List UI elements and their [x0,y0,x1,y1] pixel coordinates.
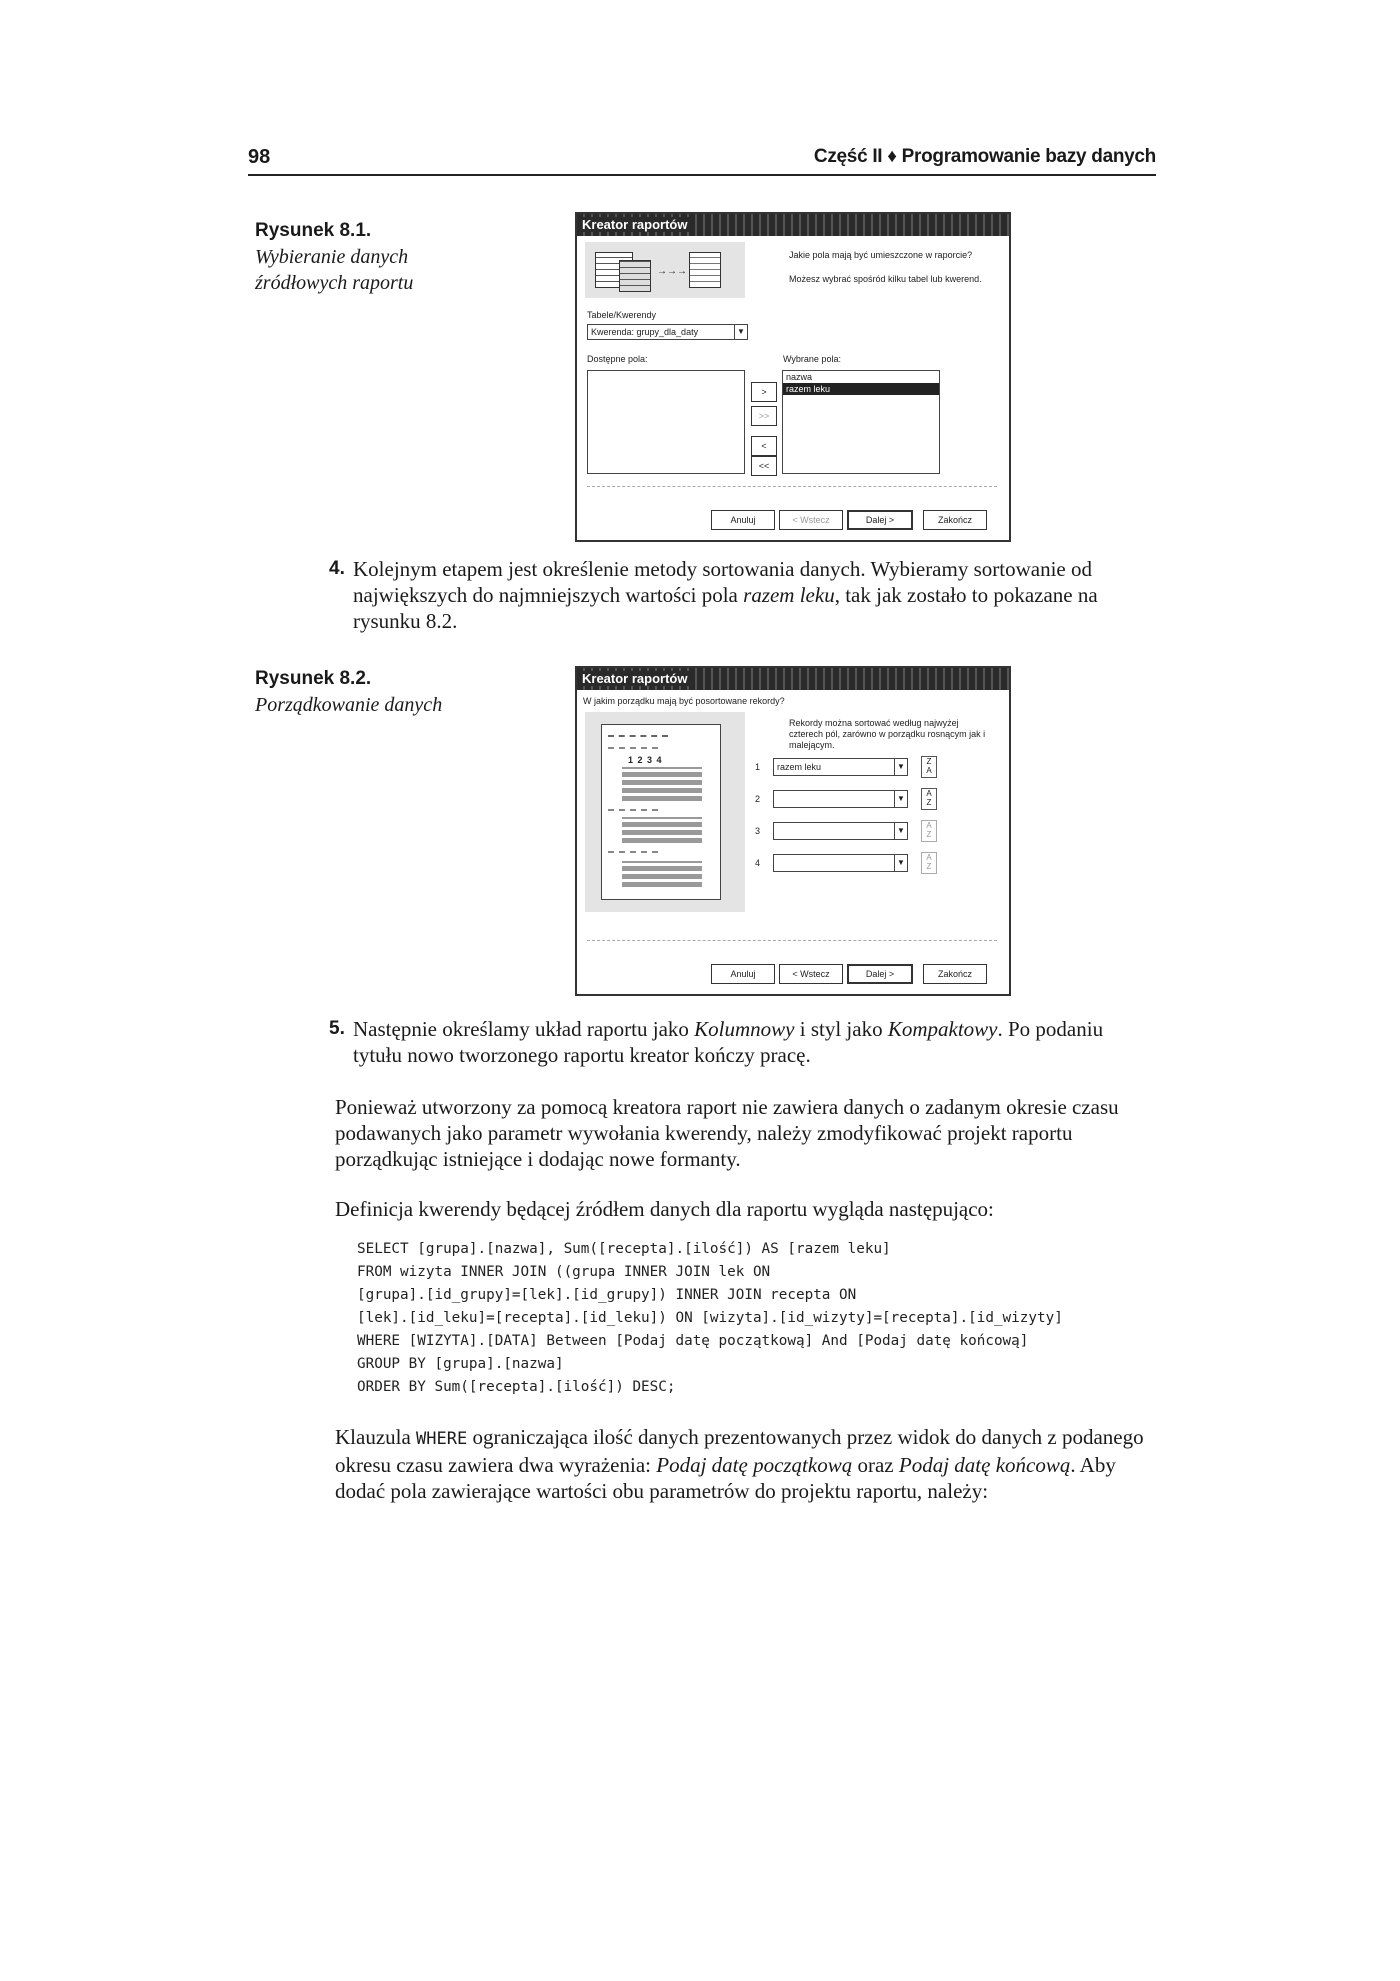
code-line: WHERE [WIZYTA].[DATA] Between [Podaj datę początkową] And [Podaj datę końcową] [357,1333,1029,1349]
sort-ascending-icon[interactable]: A Z [921,788,937,810]
window-title-bar: Kreator raportów [577,668,1009,690]
figure-2-caption [255,666,455,718]
next-button[interactable]: Dalej > [847,964,913,984]
wizard-illustration [585,242,745,298]
figure-2-caption-text: Porządkowanie danych [255,694,443,716]
code-line: ORDER BY Sum([recepta].[ilość]) DESC; [357,1379,676,1395]
wizard-question: W jakim porządku mają być posortowane rekordy? [583,696,785,706]
back-button[interactable]: < Wstecz [779,964,843,984]
report-wizard-window-1 [575,212,1011,542]
sort-descending-icon[interactable]: Z A [921,756,937,778]
sql-code-block [357,1238,1063,1399]
selected-fields-list[interactable] [782,370,940,474]
move-all-left-button[interactable]: << [751,456,777,476]
divider [587,940,997,941]
code-line: SELECT [grupa].[nazwa], Sum([recepta].[ilość]) AS [razem leku] [357,1241,891,1257]
page-header [248,146,1156,176]
finish-button[interactable]: Zakończ [923,964,987,984]
sort-row-number: 2 [755,794,761,804]
finish-button[interactable]: Zakończ [923,510,987,530]
sort-field-1-select[interactable]: razem leku ▼ [773,758,908,776]
sort-ascending-icon[interactable]: A Z [921,820,937,842]
chevron-down-icon[interactable]: ▼ [734,325,747,339]
code-line: [lek].[id_leku]=[recepta].[id_leku]) ON [wizyta].[id_wizyty]=[recepta].[id_wizyty] [357,1310,1063,1326]
step-number: 5. [329,1018,345,1039]
cancel-button[interactable]: Anuluj [711,964,775,984]
sort-ascending-icon[interactable]: A Z [921,852,937,874]
part-title: Część II ♦ Programowanie bazy danych [813,146,1156,167]
arrow-icon: →→→ [657,266,687,277]
chevron-down-icon[interactable]: ▼ [894,791,907,807]
figure-2-number: Rysunek 8.2. [255,668,372,689]
tables-label: Tabele/Kwerendy [587,310,657,320]
back-button[interactable]: < Wstecz [779,510,843,530]
available-fields-list[interactable] [587,370,745,474]
report-icon [689,252,721,288]
chevron-down-icon[interactable]: ▼ [894,759,907,775]
next-button[interactable]: Dalej > [847,510,913,530]
list-item[interactable]: nazwa [786,372,813,382]
code-line: GROUP BY [grupa].[nazwa] [357,1356,564,1372]
page-number: 98 [248,146,271,168]
wizard-hint: Rekordy można sortować według najwyżej czterech pól, zarówno w porządku rosnącym jak i malejącym. [789,718,986,750]
code-line: [grupa].[id_grupy]=[lek].[id_grupy]) INNER JOIN recepta ON [357,1287,857,1303]
wizard-question: Jakie pola mają być umieszczone w raporcie? [789,250,973,260]
chevron-down-icon[interactable]: ▼ [894,823,907,839]
move-one-right-button[interactable]: > [751,382,777,402]
code-line: FROM wizyta INNER JOIN ((grupa INNER JOIN lek ON [357,1264,771,1280]
cancel-button[interactable]: Anuluj [711,510,775,530]
chevron-down-icon[interactable]: ▼ [894,855,907,871]
list-item[interactable]: razem leku [783,383,939,395]
sort-row-number: 1 [755,762,761,772]
divider [587,486,997,487]
selected-fields-label: Wybrane pola: [783,354,841,364]
preview-numbers: 1 2 3 4 [628,755,663,765]
sort-field-2-select[interactable] [773,790,908,808]
wizard-hint: Możesz wybrać spośród kilku tabel lub kwerend. [789,274,982,284]
tables-select[interactable] [587,324,748,340]
sort-row-number: 4 [755,858,761,868]
paragraph: Definicja kwerendy będącej źródłem danych dla raportu wygląda następująco: [335,1197,994,1221]
preview-page [601,724,721,900]
figure-1-number: Rysunek 8.1. [255,220,372,241]
step-number: 4. [329,558,345,579]
paragraph: Ponieważ utworzony za pomocą kreatora raport nie zawiera danych o zadanym okresie czasu podawanych jako parametr wywołania kwerendy, należy zmodyfikować projekt raportu porządkując istniejące i dodając nowe formanty. [335,1095,1119,1171]
sort-field-3-select[interactable] [773,822,908,840]
sort-preview [585,712,745,912]
available-fields-label: Dostępne pola: [587,354,648,364]
figure-1-caption-text: Wybieranie danych źródłowych raportu [255,246,414,294]
table-icon [619,260,651,292]
window-title-bar: Kreator raportów [577,214,1009,236]
tables-select-value: Kwerenda: grupy_dla_daty [591,327,699,337]
step-4: 4. Kolejnym etapem jest określenie metody sortowania danych. Wybieramy sortowanie od największych do najmniejszych wartości pola razem leku, tak jak zostało to pokazane na rysunku 8.2. [329,557,1098,633]
sort-field-4-select[interactable] [773,854,908,872]
sort-row-number: 3 [755,826,761,836]
paragraph: Klauzula WHERE ograniczająca ilość danych prezentowanych przez widok do danych z podanego okresu czasu zawiera dwa wyrażenia: Podaj datę początkową oraz Podaj datę końcową. Aby dodać pola zawierające wartości obu parametrów do projektu raportu, należy: [335,1425,1144,1503]
figure-1-caption [255,218,455,296]
step-5: 5. Następnie określamy układ raportu jako Kolumnowy i styl jako Kompaktowy. Po podaniu tytułu nowo tworzonego raportu kreator kończy pracę. [329,1017,1104,1067]
report-wizard-window-2 [575,666,1011,996]
move-one-left-button[interactable]: < [751,436,777,456]
move-all-right-button[interactable]: >> [751,406,777,426]
